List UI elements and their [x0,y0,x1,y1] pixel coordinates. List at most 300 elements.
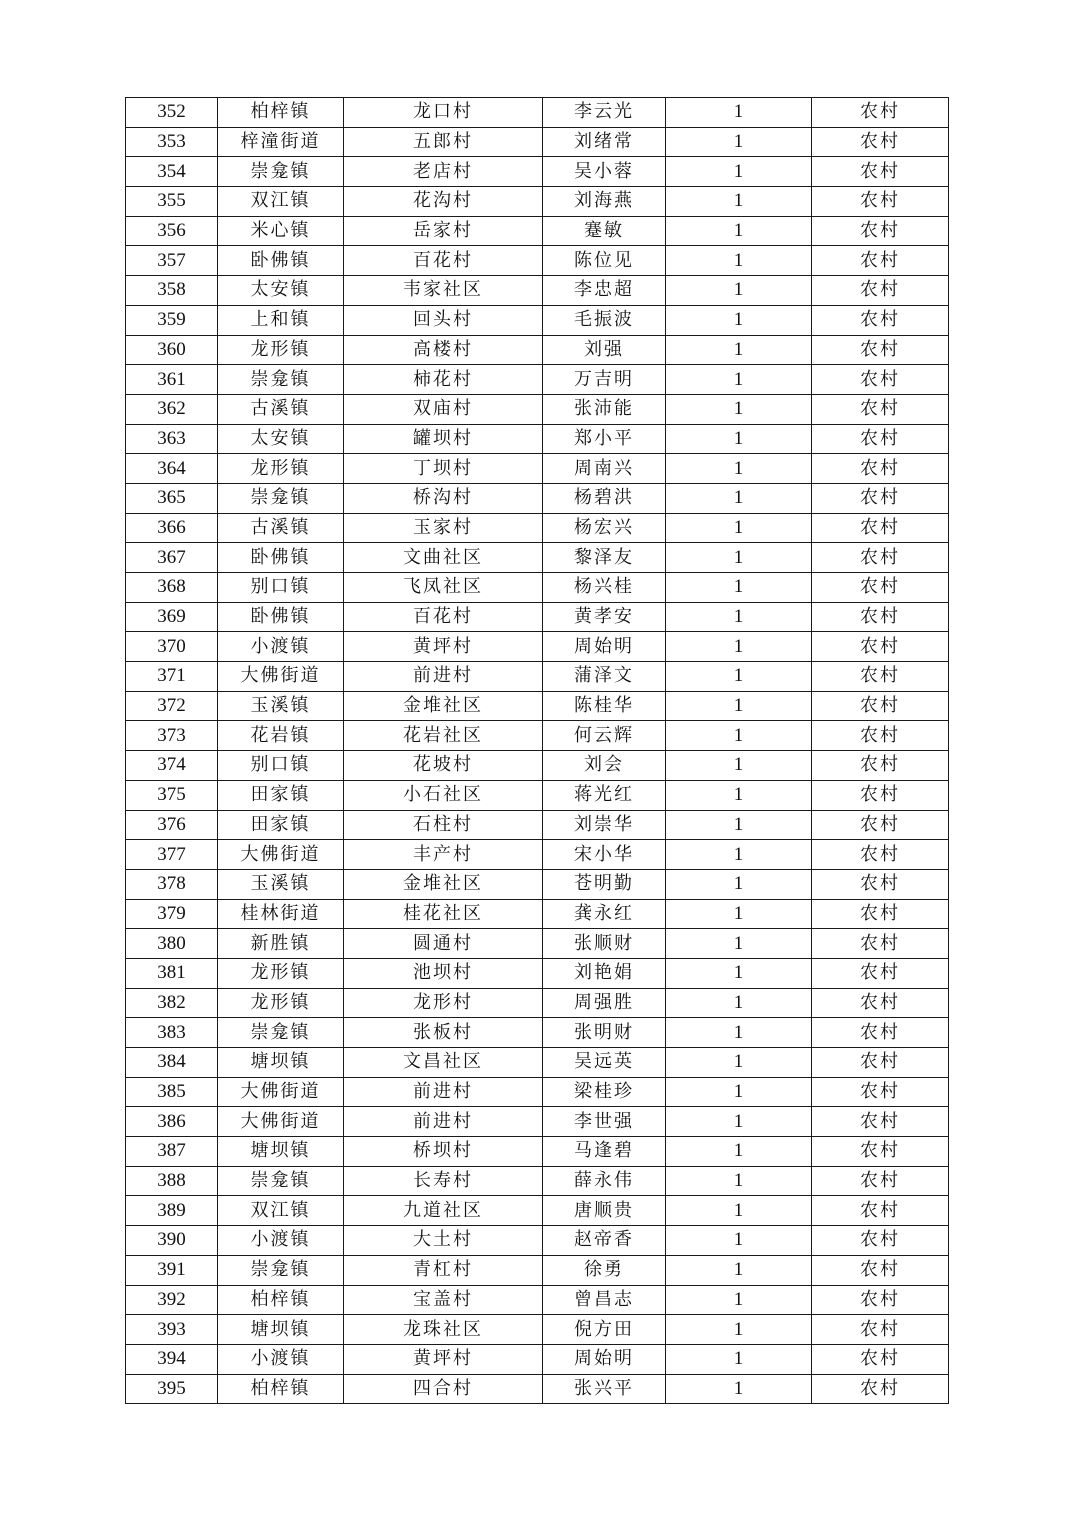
name-cell: 曾昌志 [543,1285,666,1315]
row-number: 386 [126,1107,218,1137]
count-cell: 1 [666,127,812,157]
count-cell: 1 [666,1285,812,1315]
row-number: 378 [126,869,218,899]
town-cell: 崇龛镇 [218,483,344,513]
count-cell: 1 [666,1315,812,1345]
table-row [126,127,949,157]
name-cell: 张明财 [543,1018,666,1048]
table-row [126,157,949,187]
count-cell: 1 [666,1166,812,1196]
village-cell: 桥坝村 [344,1137,543,1167]
type-cell: 农村 [812,187,949,217]
count-cell: 1 [666,543,812,573]
type-cell: 农村 [812,157,949,187]
table-row [126,988,949,1018]
table-row [126,305,949,335]
table-row [126,216,949,246]
village-cell: 高楼村 [344,335,543,365]
row-number: 373 [126,721,218,751]
village-cell: 文曲社区 [344,543,543,573]
row-number: 352 [126,98,218,128]
table-row [126,1048,949,1078]
village-cell: 柿花村 [344,365,543,395]
count-cell: 1 [666,691,812,721]
count-cell: 1 [666,98,812,128]
town-cell: 崇龛镇 [218,365,344,395]
count-cell: 1 [666,1344,812,1374]
type-cell: 农村 [812,958,949,988]
village-cell: 花坡村 [344,751,543,781]
town-cell: 田家镇 [218,780,344,810]
table-row [126,1137,949,1167]
village-cell: 罐坝村 [344,424,543,454]
town-cell: 崇龛镇 [218,157,344,187]
town-cell: 柏梓镇 [218,98,344,128]
town-cell: 大佛街道 [218,1107,344,1137]
row-number: 364 [126,454,218,484]
count-cell: 1 [666,216,812,246]
name-cell: 毛振波 [543,305,666,335]
name-cell: 张兴平 [543,1374,666,1404]
count-cell: 1 [666,157,812,187]
table-row [126,691,949,721]
type-cell: 农村 [812,602,949,632]
count-cell: 1 [666,929,812,959]
name-cell: 杨兴桂 [543,573,666,603]
type-cell: 农村 [812,1315,949,1345]
name-cell: 何云辉 [543,721,666,751]
town-cell: 别口镇 [218,751,344,781]
type-cell: 农村 [812,662,949,692]
name-cell: 吴小蓉 [543,157,666,187]
type-cell: 农村 [812,127,949,157]
town-cell: 米心镇 [218,216,344,246]
row-number: 354 [126,157,218,187]
village-cell: 老店村 [344,157,543,187]
village-cell: 黄坪村 [344,1344,543,1374]
town-cell: 田家镇 [218,810,344,840]
table-row [126,602,949,632]
count-cell: 1 [666,1226,812,1256]
roster-table [125,97,949,1404]
village-cell: 玉家村 [344,513,543,543]
count-cell: 1 [666,721,812,751]
count-cell: 1 [666,780,812,810]
name-cell: 李云光 [543,98,666,128]
town-cell: 大佛街道 [218,840,344,870]
row-number: 367 [126,543,218,573]
row-number: 362 [126,394,218,424]
count-cell: 1 [666,246,812,276]
name-cell: 梁桂珍 [543,1077,666,1107]
type-cell: 农村 [812,305,949,335]
name-cell: 黄孝安 [543,602,666,632]
table-row [126,454,949,484]
village-cell: 青杠村 [344,1255,543,1285]
village-cell: 九道社区 [344,1196,543,1226]
row-number: 390 [126,1226,218,1256]
row-number: 380 [126,929,218,959]
table-row [126,365,949,395]
village-cell: 小石社区 [344,780,543,810]
name-cell: 张沛能 [543,394,666,424]
town-cell: 柏梓镇 [218,1374,344,1404]
name-cell: 陈桂华 [543,691,666,721]
row-number: 358 [126,276,218,306]
name-cell: 倪方田 [543,1315,666,1345]
table-row [126,276,949,306]
type-cell: 农村 [812,1166,949,1196]
type-cell: 农村 [812,1344,949,1374]
name-cell: 马逢碧 [543,1137,666,1167]
count-cell: 1 [666,1018,812,1048]
village-cell: 五郎村 [344,127,543,157]
type-cell: 农村 [812,1196,949,1226]
row-number: 395 [126,1374,218,1404]
table-row [126,1166,949,1196]
row-number: 375 [126,780,218,810]
village-cell: 丁坝村 [344,454,543,484]
name-cell: 黎泽友 [543,543,666,573]
type-cell: 农村 [812,929,949,959]
count-cell: 1 [666,1255,812,1285]
type-cell: 农村 [812,513,949,543]
row-number: 387 [126,1137,218,1167]
row-number: 361 [126,365,218,395]
name-cell: 郑小平 [543,424,666,454]
village-cell: 韦家社区 [344,276,543,306]
table-row [126,1285,949,1315]
type-cell: 农村 [812,573,949,603]
village-cell: 桂花社区 [344,899,543,929]
type-cell: 农村 [812,483,949,513]
type-cell: 农村 [812,632,949,662]
row-number: 369 [126,602,218,632]
count-cell: 1 [666,869,812,899]
type-cell: 农村 [812,1226,949,1256]
name-cell: 蹇敏 [543,216,666,246]
village-cell: 双庙村 [344,394,543,424]
table-row [126,335,949,365]
row-number: 393 [126,1315,218,1345]
row-number: 376 [126,810,218,840]
town-cell: 卧佛镇 [218,543,344,573]
table-row [126,246,949,276]
name-cell: 薛永伟 [543,1166,666,1196]
village-cell: 张板村 [344,1018,543,1048]
row-number: 391 [126,1255,218,1285]
town-cell: 小渡镇 [218,632,344,662]
name-cell: 刘崇华 [543,810,666,840]
table-row [126,869,949,899]
town-cell: 卧佛镇 [218,246,344,276]
town-cell: 崇龛镇 [218,1166,344,1196]
count-cell: 1 [666,335,812,365]
row-number: 372 [126,691,218,721]
row-number: 357 [126,246,218,276]
count-cell: 1 [666,1137,812,1167]
row-number: 374 [126,751,218,781]
row-number: 353 [126,127,218,157]
village-cell: 桥沟村 [344,483,543,513]
row-number: 370 [126,632,218,662]
village-cell: 龙形村 [344,988,543,1018]
table-row [126,424,949,454]
town-cell: 大佛街道 [218,662,344,692]
table-row [126,483,949,513]
village-cell: 花沟村 [344,187,543,217]
count-cell: 1 [666,1107,812,1137]
name-cell: 周强胜 [543,988,666,1018]
table-row [126,840,949,870]
name-cell: 蒋光红 [543,780,666,810]
town-cell: 龙形镇 [218,454,344,484]
row-number: 381 [126,958,218,988]
count-cell: 1 [666,840,812,870]
count-cell: 1 [666,632,812,662]
town-cell: 太安镇 [218,424,344,454]
count-cell: 1 [666,573,812,603]
type-cell: 农村 [812,899,949,929]
name-cell: 徐勇 [543,1255,666,1285]
row-number: 385 [126,1077,218,1107]
name-cell: 刘绪常 [543,127,666,157]
town-cell: 龙形镇 [218,988,344,1018]
table-row [126,98,949,128]
count-cell: 1 [666,365,812,395]
type-cell: 农村 [812,216,949,246]
type-cell: 农村 [812,691,949,721]
row-number: 359 [126,305,218,335]
type-cell: 农村 [812,424,949,454]
type-cell: 农村 [812,98,949,128]
name-cell: 龚永红 [543,899,666,929]
name-cell: 赵帝香 [543,1226,666,1256]
type-cell: 农村 [812,751,949,781]
table-row [126,1344,949,1374]
name-cell: 刘海燕 [543,187,666,217]
count-cell: 1 [666,513,812,543]
name-cell: 杨宏兴 [543,513,666,543]
type-cell: 农村 [812,454,949,484]
table-row [126,543,949,573]
village-cell: 金堆社区 [344,869,543,899]
row-number: 363 [126,424,218,454]
row-number: 355 [126,187,218,217]
roster-table-body [126,98,949,1404]
type-cell: 农村 [812,365,949,395]
town-cell: 太安镇 [218,276,344,306]
row-number: 366 [126,513,218,543]
count-cell: 1 [666,1196,812,1226]
name-cell: 刘会 [543,751,666,781]
town-cell: 卧佛镇 [218,602,344,632]
table-row [126,751,949,781]
village-cell: 宝盖村 [344,1285,543,1315]
name-cell: 刘强 [543,335,666,365]
row-number: 360 [126,335,218,365]
type-cell: 农村 [812,869,949,899]
count-cell: 1 [666,602,812,632]
count-cell: 1 [666,1048,812,1078]
town-cell: 柏梓镇 [218,1285,344,1315]
name-cell: 吴远英 [543,1048,666,1078]
town-cell: 桂林街道 [218,899,344,929]
type-cell: 农村 [812,810,949,840]
village-cell: 前进村 [344,1077,543,1107]
count-cell: 1 [666,424,812,454]
town-cell: 新胜镇 [218,929,344,959]
town-cell: 别口镇 [218,573,344,603]
town-cell: 大佛街道 [218,1077,344,1107]
town-cell: 梓潼街道 [218,127,344,157]
row-number: 383 [126,1018,218,1048]
row-number: 368 [126,573,218,603]
type-cell: 农村 [812,1374,949,1404]
name-cell: 杨碧洪 [543,483,666,513]
count-cell: 1 [666,305,812,335]
table-row [126,810,949,840]
village-cell: 长寿村 [344,1166,543,1196]
type-cell: 农村 [812,1107,949,1137]
table-row [126,1077,949,1107]
village-cell: 丰产村 [344,840,543,870]
table-row [126,394,949,424]
row-number: 392 [126,1285,218,1315]
count-cell: 1 [666,662,812,692]
count-cell: 1 [666,1374,812,1404]
table-row [126,632,949,662]
name-cell: 周始明 [543,632,666,662]
count-cell: 1 [666,1077,812,1107]
village-cell: 飞凤社区 [344,573,543,603]
type-cell: 农村 [812,543,949,573]
village-cell: 池坝村 [344,958,543,988]
row-number: 371 [126,662,218,692]
town-cell: 龙形镇 [218,958,344,988]
row-number: 389 [126,1196,218,1226]
name-cell: 李世强 [543,1107,666,1137]
town-cell: 双江镇 [218,187,344,217]
row-number: 365 [126,483,218,513]
count-cell: 1 [666,394,812,424]
village-cell: 石柱村 [344,810,543,840]
town-cell: 上和镇 [218,305,344,335]
name-cell: 苍明勤 [543,869,666,899]
name-cell: 周南兴 [543,454,666,484]
village-cell: 龙珠社区 [344,1315,543,1345]
name-cell: 周始明 [543,1344,666,1374]
village-cell: 龙口村 [344,98,543,128]
type-cell: 农村 [812,1018,949,1048]
type-cell: 农村 [812,394,949,424]
count-cell: 1 [666,958,812,988]
count-cell: 1 [666,988,812,1018]
name-cell: 万吉明 [543,365,666,395]
row-number: 379 [126,899,218,929]
town-cell: 古溪镇 [218,394,344,424]
count-cell: 1 [666,751,812,781]
type-cell: 农村 [812,1255,949,1285]
town-cell: 花岩镇 [218,721,344,751]
type-cell: 农村 [812,988,949,1018]
table-row [126,187,949,217]
name-cell: 张顺财 [543,929,666,959]
name-cell: 蒲泽文 [543,662,666,692]
table-row [126,1255,949,1285]
village-cell: 黄坪村 [344,632,543,662]
table-row [126,1018,949,1048]
row-number: 377 [126,840,218,870]
table-row [126,929,949,959]
count-cell: 1 [666,810,812,840]
type-cell: 农村 [812,246,949,276]
village-cell: 前进村 [344,662,543,692]
name-cell: 刘艳娟 [543,958,666,988]
count-cell: 1 [666,899,812,929]
village-cell: 四合村 [344,1374,543,1404]
town-cell: 塘坝镇 [218,1137,344,1167]
count-cell: 1 [666,483,812,513]
type-cell: 农村 [812,1077,949,1107]
village-cell: 回头村 [344,305,543,335]
row-number: 388 [126,1166,218,1196]
town-cell: 玉溪镇 [218,691,344,721]
name-cell: 陈位见 [543,246,666,276]
town-cell: 双江镇 [218,1196,344,1226]
count-cell: 1 [666,187,812,217]
table-row [126,899,949,929]
type-cell: 农村 [812,840,949,870]
type-cell: 农村 [812,1285,949,1315]
name-cell: 宋小华 [543,840,666,870]
village-cell: 圆通村 [344,929,543,959]
town-cell: 崇龛镇 [218,1255,344,1285]
town-cell: 龙形镇 [218,335,344,365]
village-cell: 花岩社区 [344,721,543,751]
type-cell: 农村 [812,721,949,751]
village-cell: 大土村 [344,1226,543,1256]
village-cell: 金堆社区 [344,691,543,721]
table-row [126,1226,949,1256]
row-number: 394 [126,1344,218,1374]
village-cell: 百花村 [344,602,543,632]
type-cell: 农村 [812,780,949,810]
type-cell: 农村 [812,1137,949,1167]
table-row [126,780,949,810]
type-cell: 农村 [812,335,949,365]
table-row [126,573,949,603]
village-cell: 岳家村 [344,216,543,246]
row-number: 384 [126,1048,218,1078]
table-row [126,1196,949,1226]
town-cell: 小渡镇 [218,1344,344,1374]
row-number: 356 [126,216,218,246]
table-row [126,958,949,988]
name-cell: 李忠超 [543,276,666,306]
village-cell: 文昌社区 [344,1048,543,1078]
count-cell: 1 [666,276,812,306]
village-cell: 前进村 [344,1107,543,1137]
town-cell: 塘坝镇 [218,1048,344,1078]
village-cell: 百花村 [344,246,543,276]
town-cell: 塘坝镇 [218,1315,344,1345]
town-cell: 古溪镇 [218,513,344,543]
table-row [126,1107,949,1137]
type-cell: 农村 [812,276,949,306]
table-row [126,1315,949,1345]
town-cell: 玉溪镇 [218,869,344,899]
